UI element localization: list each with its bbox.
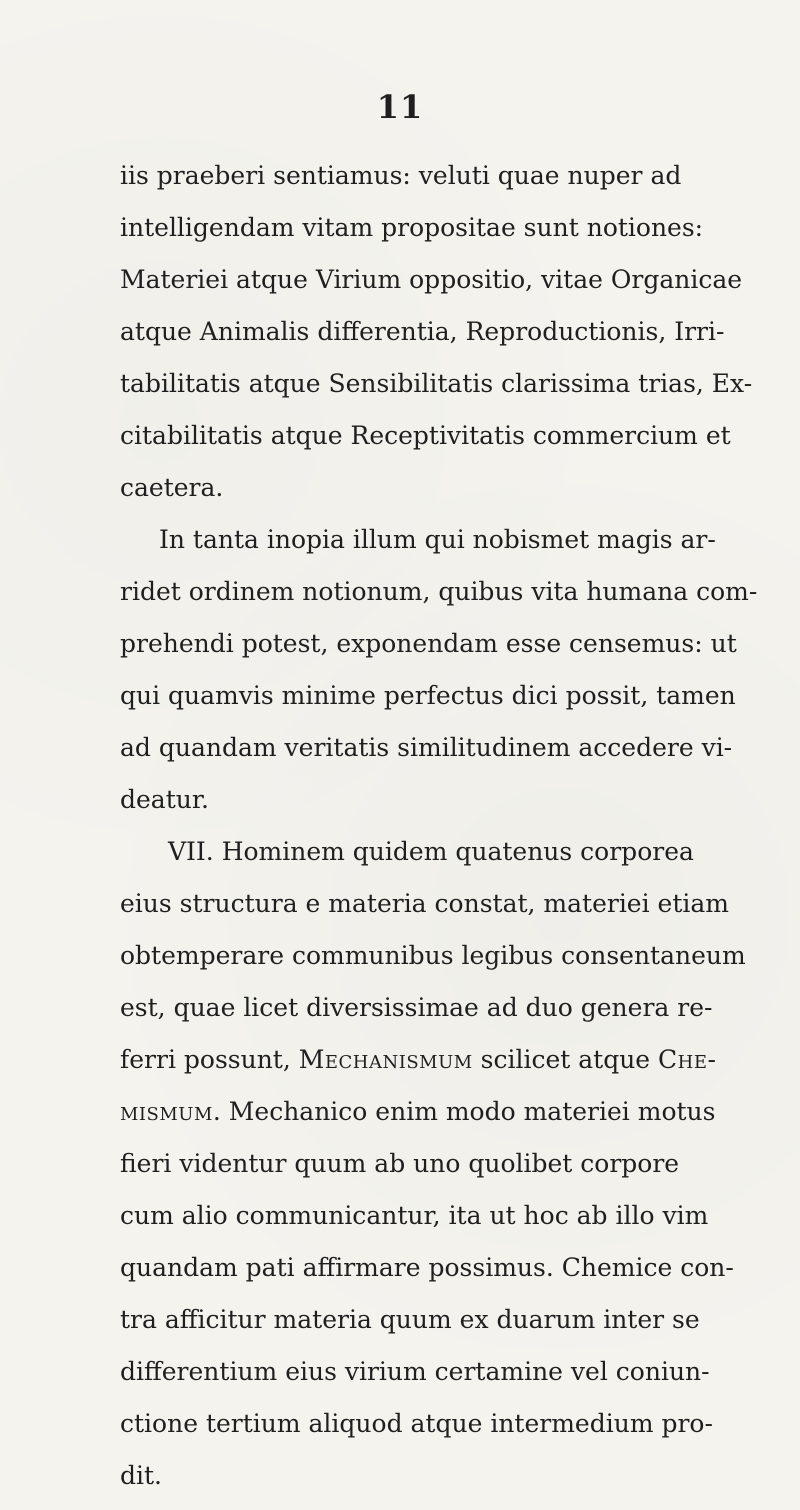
text-line: VII. Hominem quidem quatenus corporea [168,837,694,866]
text-line: quandam pati affirmare possimus. Chemice con- [120,1253,734,1282]
text-line-with-smallcaps [120,1094,716,1146]
text-line: atque Animalis differentia, Reproductionis, Irri- [120,317,725,346]
text-line-with-smallcaps [120,1042,717,1094]
text-line: In tanta inopia illum qui nobismet magis ar- [159,525,716,554]
text-segment: . Mechanico enim modo materiei motus [212,1097,716,1126]
text-line: intelligendam vitam propositae sunt notiones: [120,213,704,242]
text-line: iis praeberi sentiamus: veluti quae nuper ad [120,161,682,190]
text-line: fieri videntur quum ab uno quolibet corpore [120,1149,680,1178]
smallcaps-term: Mechanismum [298,1045,473,1074]
text-line: tabilitatis atque Sensibilitatis clarissima trias, Ex- [120,369,753,398]
text-line: dit. [120,1461,162,1490]
text-line: Materiei atque Virium oppositio, vitae Organicae [120,265,743,294]
text-line: ad quandam veritatis similitudinem accedere vi- [120,733,733,762]
text-line: ridet ordinem notionum, quibus vita humana com- [120,577,758,606]
page-number: 11 [376,88,424,126]
text-line: differentium eius virium certamine vel coniun- [120,1357,710,1386]
text-segment: scilicet atque [472,1045,659,1074]
text-line: ctione tertium aliquod atque intermedium pro- [120,1409,713,1438]
smallcaps-term: Che- [658,1045,717,1074]
text-line: tra afficitur materia quum ex duarum inter se [120,1305,700,1334]
text-line: caetera. [120,473,224,502]
text-segment: ferri possunt, [120,1045,299,1074]
text-line: eius structura e materia constat, materiei etiam [120,889,729,918]
smallcaps-term: mismum [120,1097,213,1126]
text-line: est, quae licet diversissimae ad duo genera re- [120,993,713,1022]
text-line: obtemperare communibus legibus consentaneum [120,941,746,970]
body-text [120,158,758,1510]
text-line: citabilitatis atque Receptivitatis commercium et [120,421,731,450]
text-line: prehendi potest, exponendam esse censemus: ut [120,629,737,658]
text-line: cum alio communicantur, ita ut hoc ab illo vim [120,1201,709,1230]
text-line: deatur. [120,785,210,814]
text-line: qui quamvis minime perfectus dici possit, tamen [120,681,736,710]
